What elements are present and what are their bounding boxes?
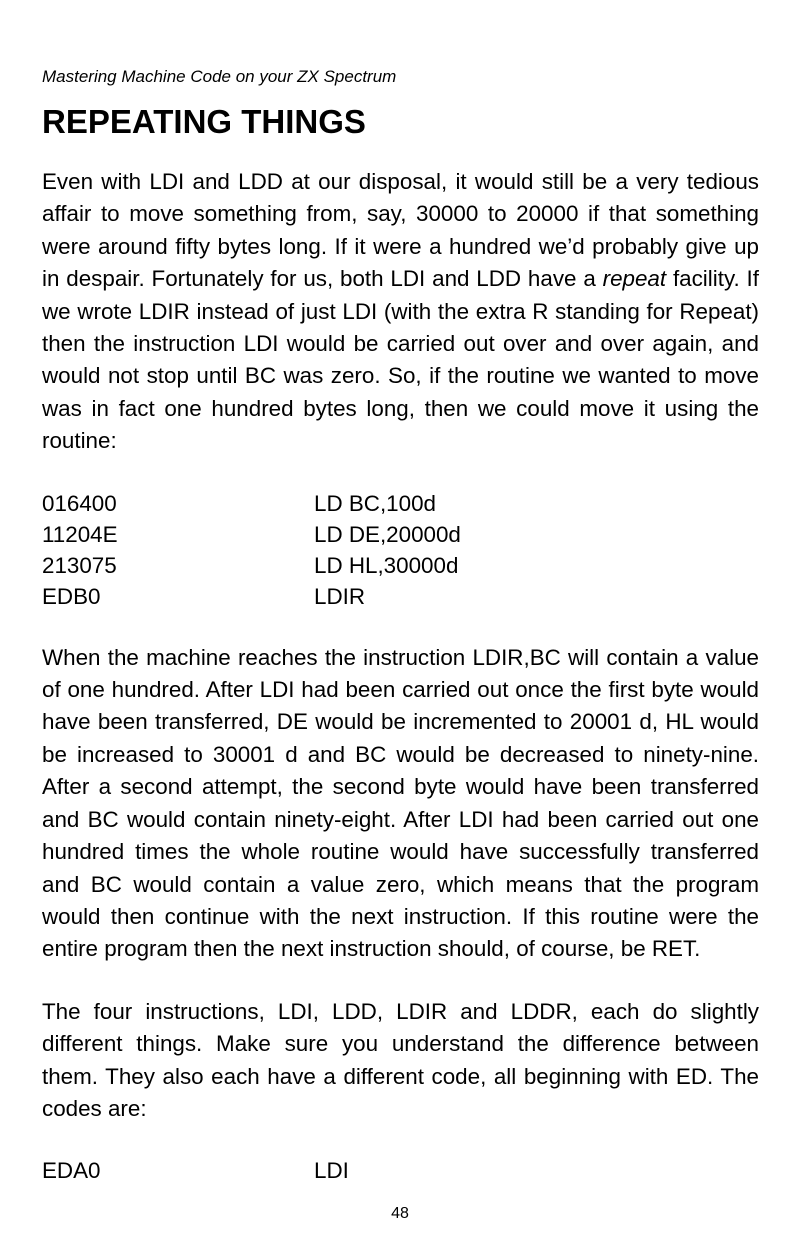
running-header: Mastering Machine Code on your ZX Spectrum	[42, 67, 397, 86]
code-listing-2	[42, 1155, 759, 1186]
mnemonic: LD BC,100d	[314, 490, 436, 516]
code-line	[42, 488, 759, 519]
code-listing	[42, 488, 759, 612]
section-title: REPEATING THINGS	[42, 103, 366, 140]
hex-code: 016400	[42, 490, 117, 516]
code-line	[42, 581, 759, 612]
text: Even with LDI and LDD at our disposal, it would still be a very tedious affair to move something from, say, 30000 to 20000 if that something were around fifty bytes long. If it were a hundred we’d probably give up in despair. Fortunately for us, both LDI and LDD have a	[42, 169, 759, 292]
page-number: 48	[391, 1205, 409, 1223]
paragraph-codes: The four instructions, LDI, LDD, LDIR and LDDR, each do slightly different things. Make sure you understand the difference between them. They also each have a different code, all beginning with ED. The codes are:	[42, 998, 759, 1121]
paragraph-explanation: When the machine reaches the instruction LDIR,BC will contain a value of one hundred. After LDI had been carried out once the first byte would have been transferred, DE would be incremented to 20001 d, HL would be increased to 30001 d and BC would be decreased to ninety-nine. After a second attempt, the second byte would have been transferred and BC would contain ninety-eight. After LDI had been carried out one hundred times the whole routine would have successfully transferred and BC would contain a value zero, which means that the program would then continue with the next instruction. If this routine were the entire program then the next instruction should, of course, be RET.	[42, 644, 759, 962]
code-line	[42, 550, 759, 581]
paragraph-intro	[42, 166, 759, 458]
emphasis: repeat	[602, 266, 667, 292]
mnemonic: LD HL,30000d	[314, 552, 459, 578]
code-line	[42, 519, 759, 550]
hex-code: EDA0	[42, 1158, 101, 1184]
text: facility. If we wrote LDIR instead of just LDI (with the extra R standing for Repeat) then the instruction LDI would be carried out over and over again, and would not stop until BC was zero. So, if the routine we wanted to move was in fact one hundred bytes long, then we could move it using the routine:	[42, 266, 759, 454]
mnemonic: LDIR	[314, 583, 366, 609]
hex-code: 213075	[42, 552, 117, 578]
mnemonic: LD DE,20000d	[314, 521, 461, 547]
hex-code: EDB0	[42, 583, 101, 609]
code-line	[42, 1155, 759, 1186]
hex-code: 11204E	[42, 521, 118, 547]
mnemonic: LDI	[314, 1158, 349, 1184]
